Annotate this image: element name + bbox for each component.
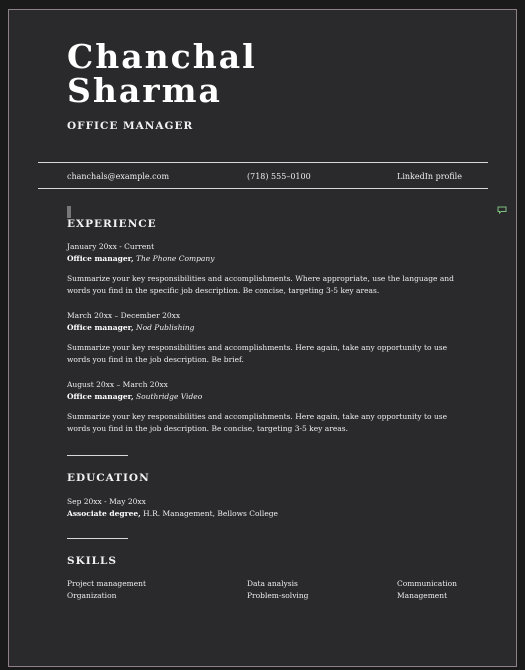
name-last: Sharma <box>67 71 222 110</box>
experience-entry <box>67 379 467 435</box>
skills-list <box>67 578 477 604</box>
contact-phone: (718) 555–0100 <box>247 172 311 181</box>
job-dates: March 20xx – December 20xx <box>67 311 181 320</box>
education-line <box>67 508 467 520</box>
skill-item: Project management <box>67 579 147 588</box>
name-first: Chanchal <box>67 37 257 76</box>
job-company: The Phone Company <box>136 254 215 263</box>
education-detail: H.R. Management, Bellows College <box>143 509 278 518</box>
contact-bar <box>38 162 488 189</box>
contact-email[interactable]: chanchals@example.com <box>67 172 170 181</box>
skill-item: Organization <box>67 591 117 600</box>
resume-page <box>8 9 517 667</box>
section-divider <box>67 538 128 539</box>
job-description: Summarize your key responsibilities and accomplishments. Here again, take any opportunity to use words you find in the job description. Be concise, targeting 3-5 key areas. <box>67 412 448 433</box>
job-description: Summarize your key responsibilities and accomplishments. Where appropriate, use the language and words you find in the specific job description. Be concise, targeting 3-5 key areas. <box>67 274 454 295</box>
education-dates: Sep 20xx - May 20xx <box>67 497 146 506</box>
job-role: Office manager, <box>67 254 134 263</box>
job-title: OFFICE MANAGER <box>67 120 194 132</box>
skill-item: Communication <box>397 579 457 588</box>
comment-icon[interactable] <box>497 206 507 214</box>
job-role-line <box>67 253 467 265</box>
job-dates: January 20xx - Current <box>67 242 155 251</box>
job-description: Summarize your key responsibilities and accomplishments. Here again, take any opportunity to use words you find in the job description. Be brief. <box>67 343 448 364</box>
experience-heading: EXPERIENCE <box>67 218 157 230</box>
job-role-line <box>67 391 467 403</box>
experience-entry <box>67 241 467 297</box>
education-degree: Associate degree, <box>67 509 141 518</box>
job-role: Office manager, <box>67 323 134 332</box>
education-entry <box>67 496 467 520</box>
text-cursor-marker <box>67 206 71 218</box>
experience-entry <box>67 310 467 366</box>
job-role: Office manager, <box>67 392 134 401</box>
job-dates: August 20xx – March 20xx <box>67 380 168 389</box>
skill-item: Management <box>397 591 448 600</box>
skill-item: Data analysis <box>247 579 298 588</box>
contact-linkedin[interactable]: LinkedIn profile <box>397 172 462 181</box>
job-company: Southridge Video <box>136 392 203 401</box>
candidate-name <box>67 37 257 110</box>
job-company: Nod Publishing <box>136 323 195 332</box>
education-heading: EDUCATION <box>67 472 150 484</box>
skill-item: Problem-solving <box>247 591 309 600</box>
job-role-line <box>67 322 467 334</box>
section-divider <box>67 455 128 456</box>
skills-heading: SKILLS <box>67 555 117 567</box>
